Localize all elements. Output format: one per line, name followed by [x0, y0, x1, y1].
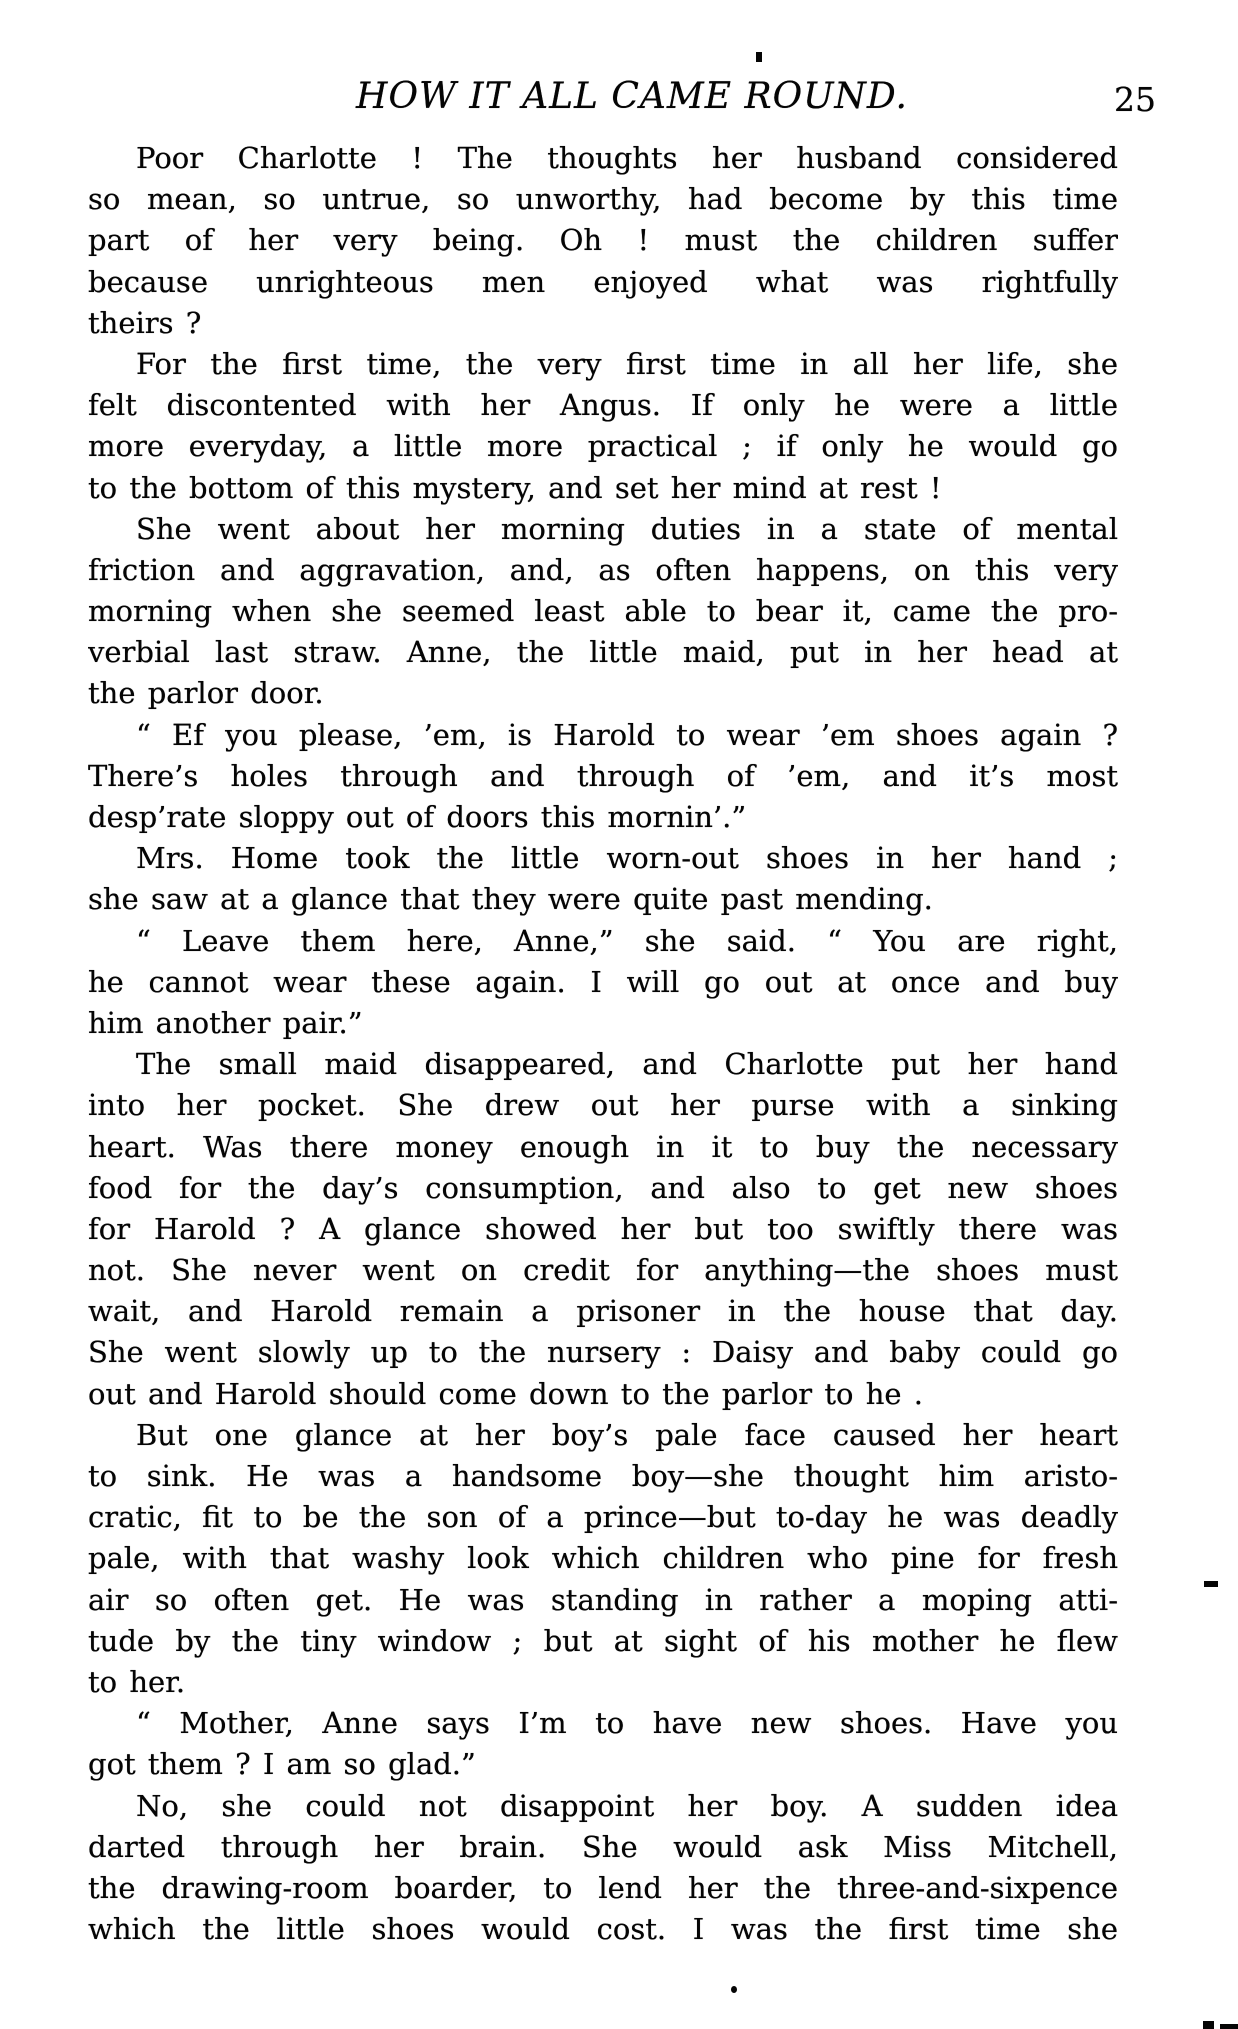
text-line: The small maid disappeared, and Charlotte put her hand [136, 1047, 1118, 1082]
text-line: There’s holes through and through of ’em, and it’s most [88, 758, 1118, 793]
text-line: got them ? I am so glad.” [88, 1747, 476, 1782]
text-block [88, 138, 1118, 1950]
text-line: darted through her brain. She would ask Miss Mitchell, [88, 1829, 1118, 1864]
text-line: No, she could not disappoint her boy. A sudden idea [136, 1788, 1118, 1823]
text-line: heart. Was there money enough in it to buy the necessary [88, 1129, 1118, 1164]
text-line: theirs ? [88, 305, 202, 340]
scan-artifact-top-speck [756, 52, 762, 62]
text-line: For the first time, the very first time in all her life, she [136, 346, 1118, 381]
scan-artifact-right-margin-dash [1204, 1581, 1218, 1587]
text-line: Mrs. Home took the little worn-out shoes in her hand ; [136, 841, 1118, 876]
running-header-title: HOW IT ALL CAME ROUND. [356, 76, 908, 117]
text-line: for Harold ? A glance showed her but too swiftly there was [88, 1211, 1118, 1246]
text-line: She went about her morning duties in a state of mental [136, 511, 1118, 546]
text-line: Poor Charlotte ! The thoughts her husband considered [136, 141, 1118, 175]
text-line: to the bottom of this mystery, and set her mind at rest ! [88, 470, 942, 505]
text-line: tude by the tiny window ; but at sight of his mother he flew [88, 1623, 1118, 1658]
text-line: which the little shoes would cost. I was the first time she [88, 1912, 1118, 1947]
text-line: him another pair.” [88, 1005, 363, 1040]
text-line: more everyday, a little more practical ; if only he would go [88, 429, 1118, 464]
text-line: part of her very being. Oh ! must the children suffer [88, 223, 1118, 258]
text-line: friction and aggravation, and, as often happens, on this very [88, 552, 1118, 587]
text-line: “ Leave them here, Anne,” she said. “ You are right, [136, 923, 1118, 958]
text-line: out and Harold should come down to the parlor to he . [88, 1376, 923, 1411]
text-line: the parlor door. [88, 676, 324, 711]
text-line: not. She never went on credit for anything—the shoes must [88, 1253, 1118, 1288]
text-line: morning when she seemed least able to bear it, came the pro- [88, 594, 1118, 629]
scan-artifact-corner-mark [1203, 2021, 1214, 2029]
text-line: pale, with that washy look which children who pine for fresh [88, 1541, 1118, 1576]
text-line: so mean, so untrue, so unworthy, had become by this time [88, 182, 1118, 217]
text-line: “ Mother, Anne says I’m to have new shoes. Have you [136, 1706, 1118, 1741]
text-line: to her. [88, 1664, 186, 1699]
text-line: she saw at a glance that they were quite past mending. [88, 882, 933, 917]
text-line: because unrighteous men enjoyed what was rightfully [88, 264, 1118, 299]
text-line: cratic, fit to be the son of a prince—but to-day he was deadly [88, 1500, 1118, 1535]
text-line: felt discontented with her Angus. If only he were a little [88, 388, 1118, 423]
text-line: he cannot wear these again. I will go out at once and buy [88, 964, 1118, 999]
scan-artifact-corner-mark [1220, 2024, 1238, 2029]
text-line: verbial last straw. Anne, the little maid, put in her head at [88, 635, 1118, 670]
scan-artifact-bottom-dot [731, 1986, 737, 1993]
text-line: the drawing-room boarder, to lend her the three-and-sixpence [88, 1870, 1118, 1905]
text-line: air so often get. He was standing in rather a moping atti- [88, 1582, 1118, 1617]
text-line: “ Ef you please, ’em, is Harold to wear ’em shoes again ? [136, 717, 1118, 752]
text-line: into her pocket. She drew out her purse with a sinking [88, 1088, 1118, 1123]
text-line: wait, and Harold remain a prisoner in the house that day. [88, 1294, 1118, 1329]
text-line: But one glance at her boy’s pale face caused her heart [136, 1417, 1118, 1452]
text-line: to sink. He was a handsome boy—she thought him aristo- [88, 1459, 1118, 1493]
text-line: desp’rate sloppy out of doors this mornin’.” [88, 800, 747, 834]
text-line: She went slowly up to the nursery : Daisy and baby could go [88, 1335, 1118, 1370]
text-line: food for the day’s consumption, and also to get new shoes [88, 1170, 1118, 1205]
page-number: 25 [1114, 80, 1156, 119]
